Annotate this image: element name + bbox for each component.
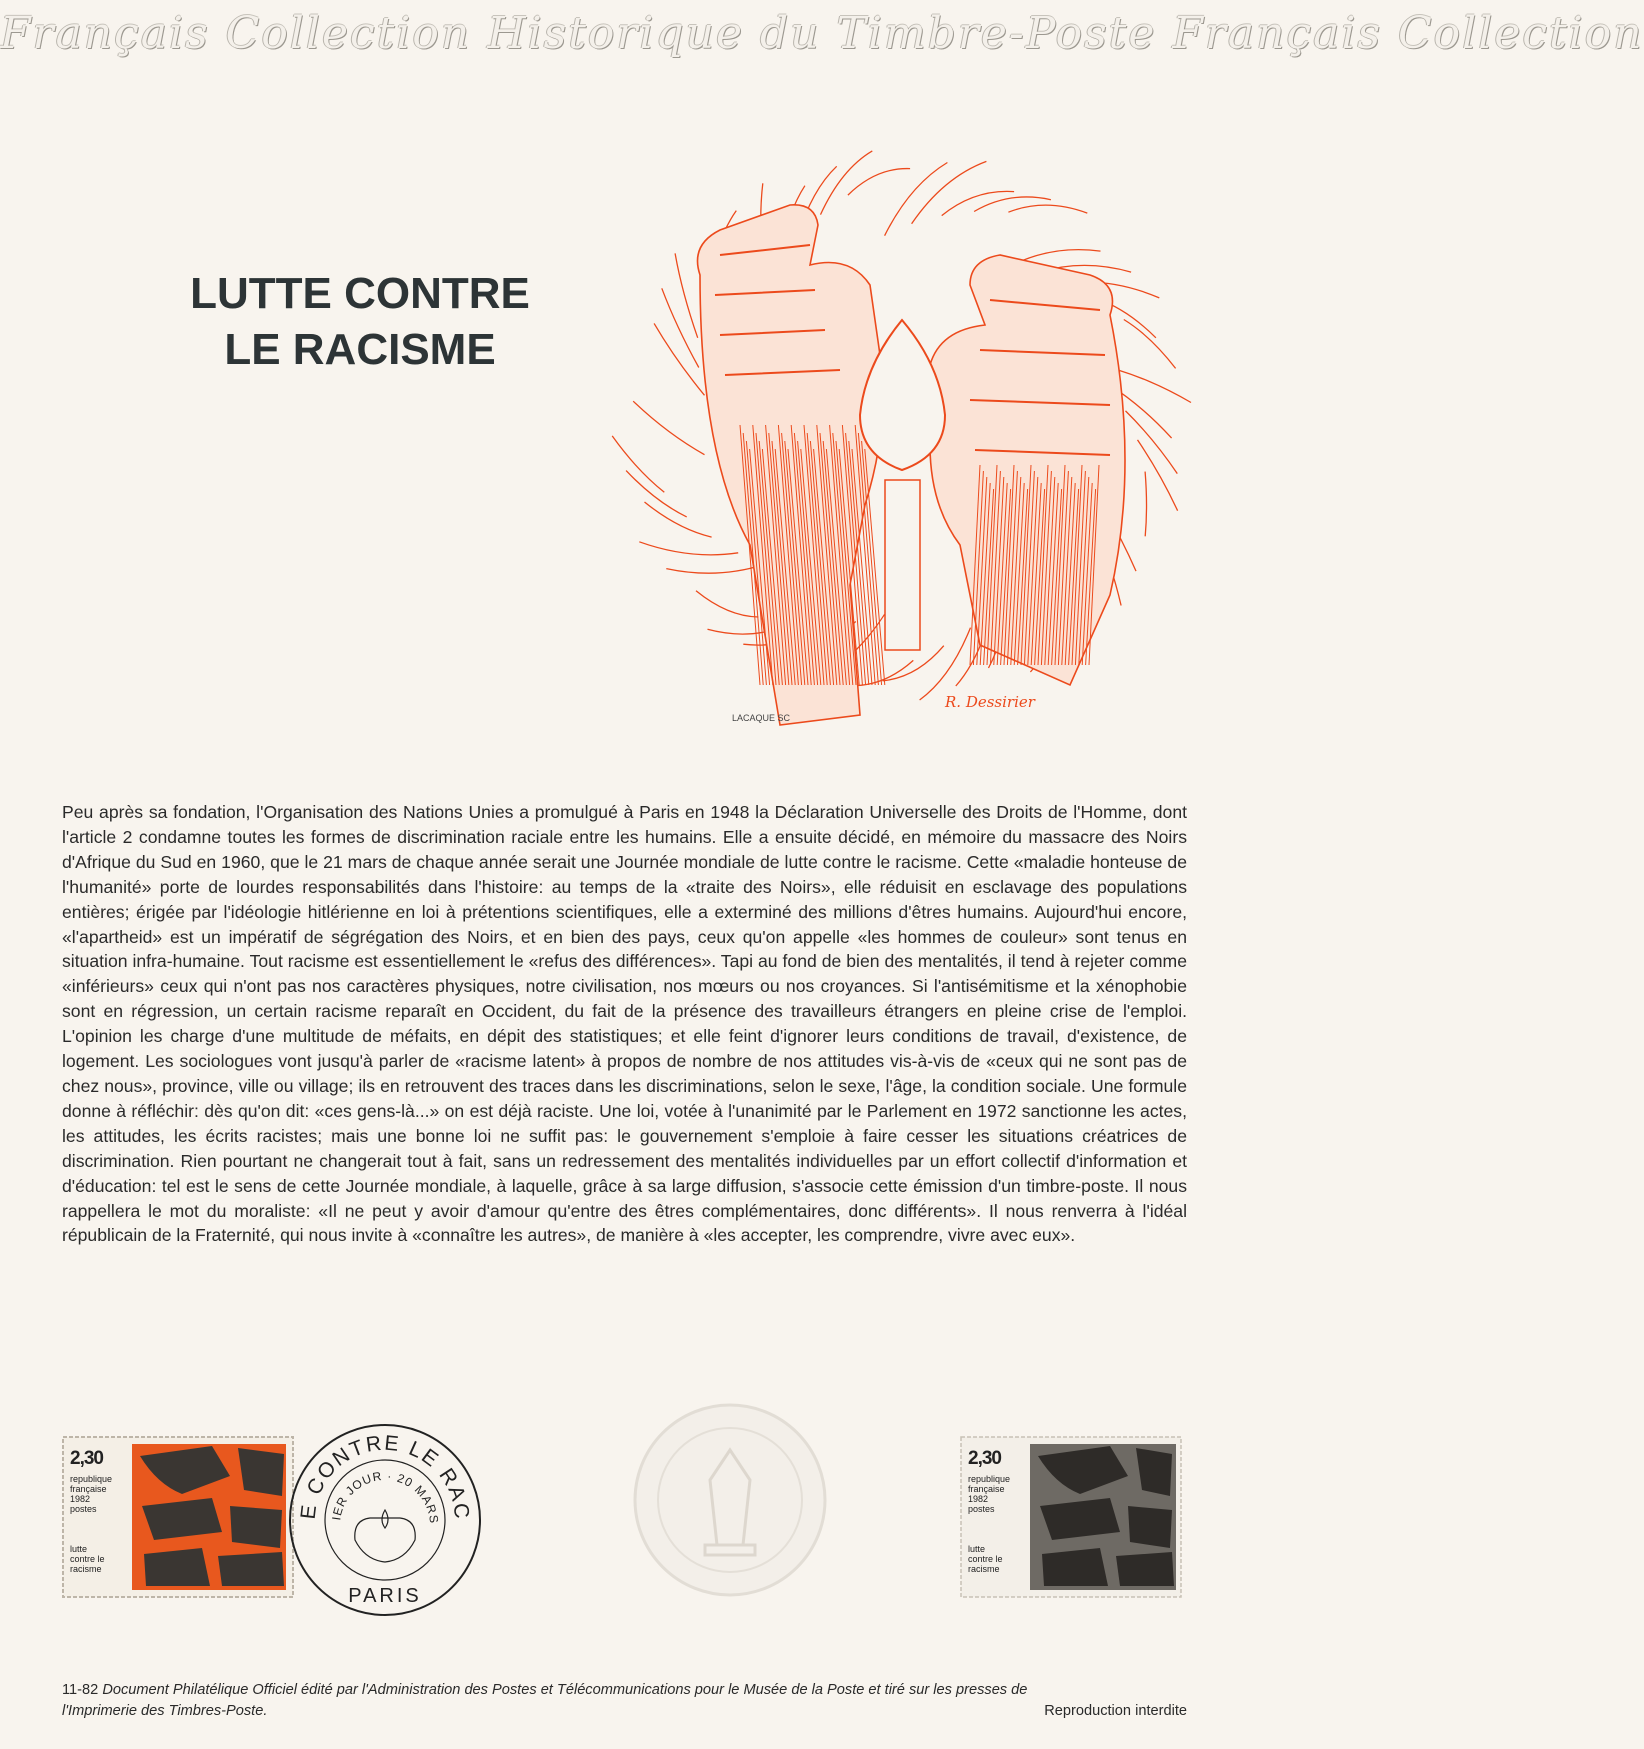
stamp-color-caption1: lutte <box>70 1544 88 1554</box>
postmark-inner-text: IER JOUR · 20 MARS <box>329 1468 442 1525</box>
postmark-hands-icon <box>355 1510 415 1562</box>
engraving-ray <box>626 471 687 517</box>
hands-and-flame-engraving <box>640 125 1180 735</box>
stamp-color-postes: postes <box>70 1504 97 1514</box>
engraving-ray <box>821 151 873 215</box>
page-title <box>160 266 560 378</box>
engraving-ray <box>1008 205 1087 213</box>
footer-rights: Reproduction interdite <box>1044 1703 1187 1719</box>
stamp-mono-country2: française <box>968 1484 1005 1494</box>
engraving-ray <box>912 161 987 223</box>
engraving-ray <box>974 197 1051 212</box>
engraving-ray <box>639 542 738 555</box>
candle-shape <box>885 480 920 650</box>
title-line-2: LE RACISME <box>224 325 496 374</box>
footer-text-line1: Document Philatélique Officiel édité par l'Administration des Postes et Télécommunications pour le Musée de la Poste et tiré sur les presses de <box>102 1682 1028 1698</box>
engraving-ray <box>848 169 910 196</box>
engraver-credit: LACAQUE SC <box>732 713 791 723</box>
stamp-color-year: 1982 <box>70 1494 91 1504</box>
engraving-ray <box>645 502 712 537</box>
postmark-city: PARIS <box>348 1585 422 1607</box>
engraving-illustration <box>640 125 1180 735</box>
stamp-color-caption2: contre le <box>70 1554 105 1564</box>
engraving-ray <box>1145 472 1146 537</box>
engraving-ray <box>633 401 704 455</box>
title-line-1: LUTTE CONTRE <box>190 269 530 318</box>
engraving-ray <box>942 191 1014 215</box>
footer-code: 11-82 <box>62 1682 99 1698</box>
engraving-ray <box>675 253 698 337</box>
hatch-line <box>865 449 885 685</box>
stamp-mono-caption3: racisme <box>968 1564 1000 1574</box>
engraving-ray <box>1126 411 1178 474</box>
footer-text-line2: l'Imprimerie des Timbres-Poste. <box>62 1703 268 1719</box>
engraving-ray <box>696 591 758 617</box>
document-footer <box>62 1680 1187 1722</box>
stamp-color-country2: française <box>70 1484 107 1494</box>
embossed-seal <box>625 1395 835 1605</box>
engraving-ray <box>612 436 664 492</box>
first-day-postmark <box>285 1420 485 1620</box>
stamp-mono-caption1: lutte <box>968 1544 986 1554</box>
stamp-color-value: 2,30 <box>70 1448 103 1469</box>
engraving-ray <box>662 288 699 367</box>
stamp-color <box>62 1436 294 1598</box>
stamp-mono <box>960 1436 1182 1598</box>
engraving-ray <box>1138 440 1178 511</box>
header-banner <box>0 8 1644 78</box>
engraving-ray <box>885 163 948 236</box>
engraving-ray <box>1124 320 1176 369</box>
article-body <box>62 800 1187 1248</box>
banner-text: Français Collection Historique du Timbre-Poste Français Collection <box>0 8 1644 59</box>
artist-signature: R. Dessirier <box>945 693 1035 711</box>
stamp-mono-caption2: contre le <box>968 1554 1003 1564</box>
postmark-ring-text: E CONTRE LE RAC <box>296 1431 474 1522</box>
stamp-mono-country: republique <box>968 1474 1011 1484</box>
stamp-mono-postes: postes <box>968 1504 995 1514</box>
stamp-color-country: republique <box>70 1474 113 1484</box>
engraving-ray <box>920 628 971 700</box>
article-paragraph: Peu après sa fondation, l'Organisation des Nations Unies a promulgué à Paris en 1948 la Déclaration Universelle des Droits de l'Homme, dont l'article 2 condamne toutes les formes de discrimination raciale entre les humains. Elle a ensuite décidé, en mémoire du massacre des Noirs d'Afrique du Sud en 1960, que le 21 mars de chaque année serait une Journée mondiale de lutte contre le racisme. Cette «maladie honteuse de l'humanité» porte de lourdes responsabilités dans l'histoire: au temps de la «traite des Noirs», elle réduisit en esclavage des populations entières; érigée par l'idéologie hitlérienne en loi à prétentions scientifiques, elle a exterminé des millions d'êtres humains. Aujourd'hui encore, «l'apartheid» est un impératif de ségrégation des Noirs, et en bien des pays, ceux qu'on appelle «les hommes de couleur» sont tenus en situation infra-humaine. Tout racisme est essentiellement le «refus des différences». Tapi au fond de bien des mentalités, il tend à rejeter comme «inférieurs» ceux qui n'ont pas nos caractères physiques, notre civilisation, nos mœurs ou nos croyances. Si l'antisémitisme et la xénophobie sont en régression, un certain racisme reparaît en Occident, du fait de la présence des travailleurs étrangers en pleine crise de l'emploi. L'opinion les charge d'une multitude de méfaits, en dépit des statistiques; et elle feint d'ignorer leurs conditions de travail, d'existence, de logement. Les sociologues vont jusqu'à parler de «racisme latent» à propos de nombre de nos attitudes vis-à-vis de «ceux qui ne sont pas de chez nous», province, ville ou village; ils en retrouvent des traces dans les discriminations, selon le sexe, l'âge, la condition sociale. Une formule donne à réfléchir: dès qu'on dit: «ces gens-là...» on est déjà raciste. Une loi, votée à l'unanimité par le Parlement en 1972 sanctionne les actes, les attitudes, les écrits racistes; mais une bonne loi ne suffit pas: le gouvernement s'emploie à faire cesser les situations créatrices de discrimination. Rien pourtant ne changerait tout à fait, sans un redressement des mentalités individuelles par un effort collectif d'information et d'éducation: tel est le sens de cette Journée mondiale, à laquelle, grâce à sa large diffusion, s'associe cette émission d'un timbre-poste. Il nous rappellera le mot du moraliste: «Il ne peut y avoir d'amour qu'entre des êtres complémentaires, donc différents». Il nous renverra à l'idéal républicain de la Fraternité, qui nous invite à «connaître les autres», de manière à «les accepter, les comprendre, vivre avec eux». <box>62 802 1187 1246</box>
stamp-color-caption3: racisme <box>70 1564 102 1574</box>
stamp-mono-value: 2,30 <box>968 1448 1001 1469</box>
stamp-mono-year: 1982 <box>968 1494 989 1504</box>
